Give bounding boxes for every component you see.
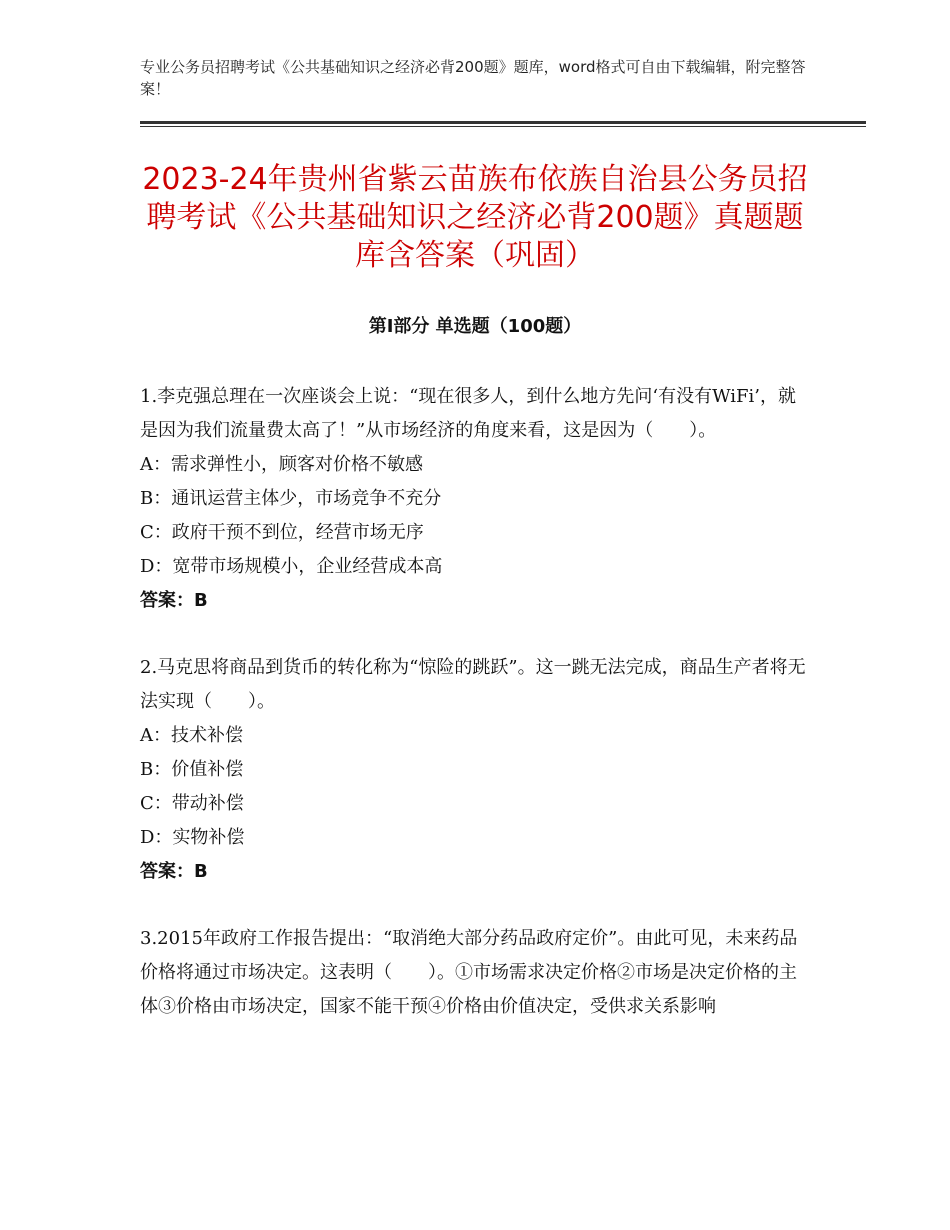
option-b: B：价值补偿 [140, 759, 244, 780]
option-a: A：需求弹性小，顾客对价格不敏感 [140, 454, 423, 475]
question-stem: 1.李克强总理在一次座谈会上说：“现在很多人，到什么地方先问‘有没有WiFi’，就是因为我们流量费太高了！”从市场经济的角度来看，这是因为（ ）。 [140, 386, 797, 441]
header-divider-thin [140, 126, 866, 127]
question-3 [140, 922, 806, 1024]
question-2 [140, 651, 806, 889]
option-a: A：技术补偿 [140, 725, 243, 746]
question-list [140, 380, 806, 1057]
question-1 [140, 380, 806, 618]
option-b: B：通讯运营主体少，市场竞争不充分 [140, 488, 442, 509]
option-c: C：带动补偿 [140, 793, 244, 814]
option-d: D：实物补偿 [140, 827, 245, 848]
option-c: C：政府干预不到位，经营市场无序 [140, 522, 424, 543]
header-divider-thick [140, 121, 866, 124]
section-title: 第Ⅰ部分 单选题（100题） [368, 316, 582, 337]
question-stem: 3.2015年政府工作报告提出：“取消绝大部分药品政府定价”。由此可见，未来药品价格将通过市场决定。这表明（ ）。①市场需求决定价格②市场是决定价格的主体③价格由市场决定，国家不能干预④价格由价值决定，受供求关系影响 [140, 928, 798, 1017]
question-stem: 2.马克思将商品到货币的转化称为“惊险的跳跃”。这一跳无法完成，商品生产者将无法实现（ ）。 [140, 657, 806, 712]
option-d: D：宽带市场规模小，企业经营成本高 [140, 556, 443, 577]
answer: 答案：B [140, 861, 208, 882]
document-title: 2023-24年贵州省紫云苗族布依族自治县公务员招聘考试《公共基础知识之经济必背200题》真题题库含答案（巩固） [142, 162, 808, 273]
answer: 答案：B [140, 590, 208, 611]
header-note: 专业公务员招聘考试《公共基础知识之经济必背200题》题库，word格式可自由下载编辑，附完整答案！ [140, 58, 806, 98]
